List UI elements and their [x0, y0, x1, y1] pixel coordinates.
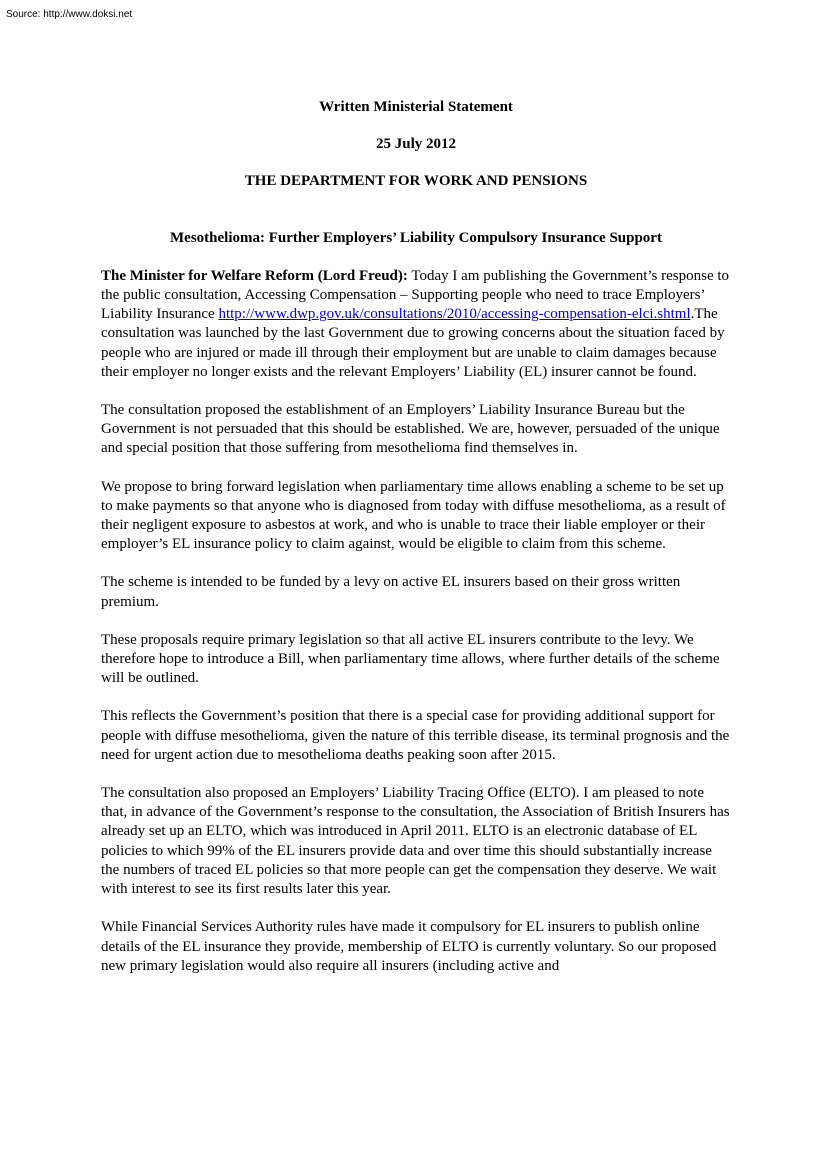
paragraph-5: These proposals require primary legislation so that all active EL insurers contribute to the levy. We therefore hope to introduce a Bill, when parliamentary time allows, where further details of the scheme will be outlined.: [101, 631, 720, 687]
paragraph-3: We propose to bring forward legislation when parliamentary time allows enabling a scheme to be set up to make payments so that anyone who is diagnosed from today with diffuse mesothelioma, as a result of their negligent exposure to asbestos at work, and who is unable to trace their liable employer or their employer’s EL insurance policy to claim against, would be eligible to claim from this scheme.: [101, 478, 726, 553]
statement-date: 25 July 2012: [375, 136, 456, 153]
department-name: THE DEPARTMENT FOR WORK AND PENSIONS: [244, 173, 588, 190]
paragraph-8: While Financial Services Authority rules have made it compulsory for EL insurers to publish online details of the EL insurance they provide, membership of ELTO is currently voluntary. So our proposed new primary legislation would also require all insurers (including active and: [101, 919, 717, 974]
statement-subject: Mesothelioma: Further Employers’ Liability Compulsory Insurance Support: [170, 229, 662, 246]
paragraph-4: The scheme is intended to be funded by a levy on active EL insurers based on their gross written premium.: [101, 574, 681, 610]
speaker-label: The Minister for Welfare Reform (Lord Freud):: [101, 267, 408, 284]
paragraph-2: The consultation proposed the establishment of an Employers’ Liability Insurance Bureau but the Government is not persuaded that this should be established. We are, however, persuaded of the unique and special position that those suffering from mesothelioma find themselves in.: [101, 402, 720, 457]
paragraph-6: This reflects the Government’s position that there is a special case for providing additional support for people with diffuse mesothelioma, given the nature of this terrible disease, its terminal prognosis and the need for urgent action due to mesothelioma deaths peaking soon after 2015.: [101, 708, 730, 763]
paragraph-1-text-a: Today I am publishing the Government’s response to the public consultation, Accessing Compensation – Supporting people who need to trace Employers’ Liability Insurance: [101, 267, 730, 323]
source-note: Source: http://www.doksi.net: [6, 9, 133, 20]
paragraph-1: [101, 267, 731, 382]
document-page: [101, 98, 731, 995]
consultation-link[interactable]: http://www.dwp.gov.uk/consultations/2010/accessing-compensation-elci.shtml: [218, 306, 691, 323]
paragraph-7: The consultation also proposed an Employers’ Liability Tracing Office (ELTO). I am pleased to note that, in advance of the Government’s response to the consultation, the Association of British Insurers has already set up an ELTO, which was introduced in April 2011. ELTO is an electronic database of EL policies to which 99% of the EL insurers provide data and over time this should substantially increase the numbers of traced EL policies so that more people can get the compensation they deserve. We wait with interest to see its first results later this year.: [101, 785, 730, 898]
paragraph-1-text-b: .The consultation was launched by the last Government due to growing concerns about the situation faced by people who are injured or made ill through their employment but are unable to claim damages because their employer no longer exists and the relevant Employers’ Liability (EL) insurer cannot be found.: [101, 306, 725, 380]
document-title: Written Ministerial Statement: [319, 99, 513, 115]
